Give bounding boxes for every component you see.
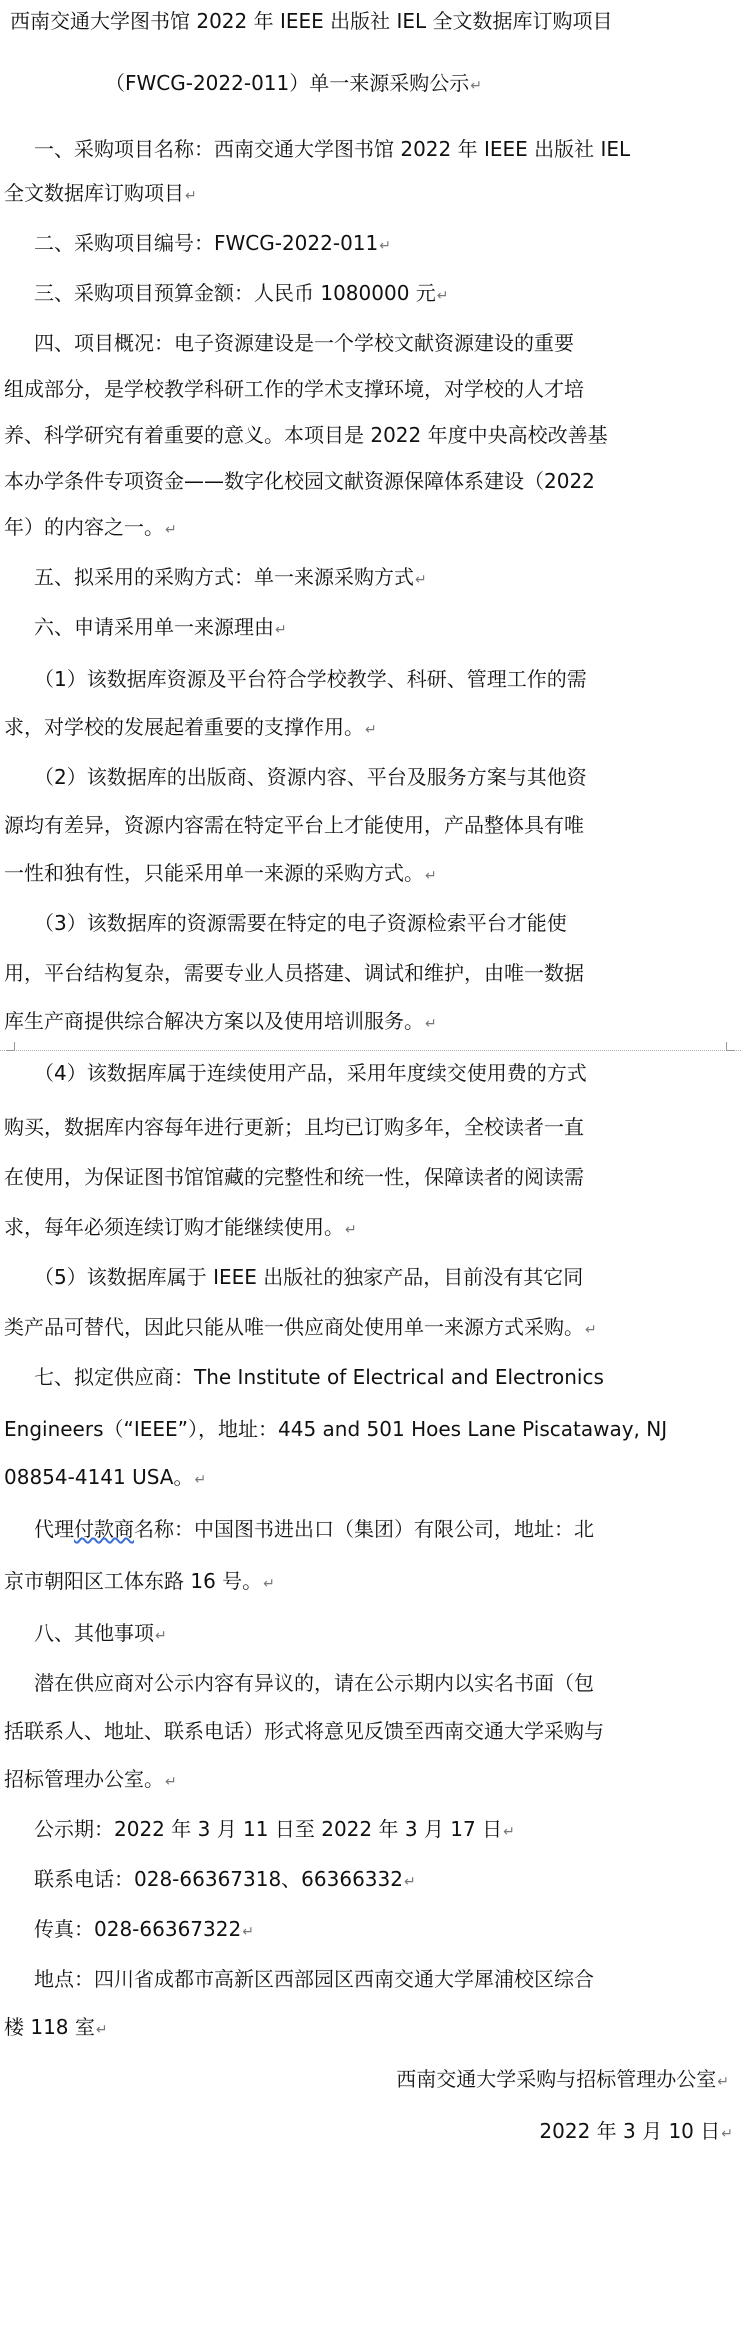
item7-line-1: 七、拟定供应商：The Institute of Electrical and Electronics: [34, 1365, 604, 1389]
item4-line-1: 四、项目概况：电子资源建设是一个学校文献资源建设的重要: [34, 331, 574, 355]
reason-4-line-2: 购买，数据库内容每年进行更新；且均已订购多年，全校读者一直: [4, 1115, 584, 1139]
reason-1-line-1: （1）该数据库资源及平台符合学校教学、科研、管理工作的需: [34, 667, 587, 691]
agent-line-2: 京市朝阳区工体东路 16 号。↵: [4, 1569, 275, 1593]
page-corner-left: [6, 1042, 15, 1051]
item4-line-4: 本办学条件专项资金——数字化校园文献资源保障体系建设（2022: [4, 469, 595, 493]
reason-2-line-2: 源均有差异，资源内容需在特定平台上才能使用，产品整体具有唯: [4, 813, 584, 837]
item2-project-number: 二、采购项目编号：FWCG-2022-011↵: [34, 231, 391, 255]
item4-line-3: 养、科学研究有着重要的意义。本项目是 2022 年度中央高校改善基: [4, 423, 608, 447]
address-line-1: 地点：四川省成都市高新区西部园区西南交通大学犀浦校区综合: [34, 1967, 594, 1991]
title-line-2: （FWCG-2022-011）单一来源采购公示↵: [105, 71, 482, 95]
signature-date: 2022 年 3 月 10 日↵: [539, 2119, 733, 2143]
reason-4-line-1: （4）该数据库属于连续使用产品，采用年度续交使用费的方式: [34, 1061, 587, 1085]
reason-5-line-1: （5）该数据库属于 IEEE 出版社的独家产品，目前没有其它同: [34, 1265, 584, 1289]
item1-line-2: 全文数据库订购项目↵: [4, 181, 197, 205]
reason-3-line-2: 用，平台结构复杂，需要专业人员搭建、调试和维护，由唯一数据: [4, 961, 584, 985]
item3-budget: 三、采购项目预算金额：人民币 1080000 元↵: [34, 281, 449, 305]
reason-3-line-3: 库生产商提供综合解决方案以及使用培训服务。↵: [4, 1009, 437, 1033]
page-corner-right: [726, 1042, 735, 1051]
item4-line-2: 组成部分，是学校教学科研工作的学术支撑环境，对学校的人才培: [4, 377, 584, 401]
publicity-period: 公示期：2022 年 3 月 11 日至 2022 年 3 月 17 日↵: [34, 1817, 515, 1841]
address-line-2: 楼 118 室↵: [4, 2015, 108, 2039]
item5-method: 五、拟采用的采购方式：单一来源采购方式↵: [34, 565, 427, 589]
signature-org: 西南交通大学采购与招标管理办公室↵: [396, 2067, 729, 2091]
item8-heading: 八、其他事项↵: [34, 1621, 167, 1645]
agent-line-1: 代理付款商名称：中国图书进出口（集团）有限公司，地址：北: [34, 1517, 594, 1541]
spellcheck-underlined-word: 付款商: [74, 1517, 134, 1541]
item7-line-3: 08854-4141 USA。↵: [4, 1465, 207, 1489]
item8-line-3: 招标管理办公室。↵: [4, 1767, 177, 1791]
reason-4-line-4: 求，每年必须连续订购才能继续使用。↵: [4, 1215, 357, 1239]
reason-2-line-3: 一性和独有性，只能采用单一来源的采购方式。↵: [4, 861, 437, 885]
item8-line-1: 潜在供应商对公示内容有异议的，请在公示期内以实名书面（包: [34, 1671, 594, 1695]
contact-phone: 联系电话：028-66367318、66366332↵: [34, 1867, 416, 1891]
item8-line-2: 括联系人、地址、联系电话）形式将意见反馈至西南交通大学采购与: [4, 1719, 604, 1743]
item1-line-1: 一、采购项目名称：西南交通大学图书馆 2022 年 IEEE 出版社 IEL: [34, 137, 631, 161]
reason-2-line-1: （2）该数据库的出版商、资源内容、平台及服务方案与其他资: [34, 765, 587, 789]
reason-5-line-2: 类产品可替代，因此只能从唯一供应商处使用单一来源方式采购。↵: [4, 1315, 597, 1339]
title-line-1: 西南交通大学图书馆 2022 年 IEEE 出版社 IEL 全文数据库订购项目: [10, 9, 613, 33]
item6-heading: 六、申请采用单一来源理由↵: [34, 615, 287, 639]
reason-3-line-1: （3）该数据库的资源需要在特定的电子资源检索平台才能使: [34, 911, 567, 935]
reason-4-line-3: 在使用，为保证图书馆馆藏的完整性和统一性，保障读者的阅读需: [4, 1165, 584, 1189]
item4-line-5: 年）的内容之一。↵: [4, 515, 177, 539]
fax: 传真：028-66367322↵: [34, 1917, 254, 1941]
reason-1-line-2: 求，对学校的发展起着重要的支撑作用。↵: [4, 715, 377, 739]
item7-line-2: Engineers（“IEEE”），地址：445 and 501 Hoes Lane Piscataway, NJ: [4, 1417, 668, 1441]
